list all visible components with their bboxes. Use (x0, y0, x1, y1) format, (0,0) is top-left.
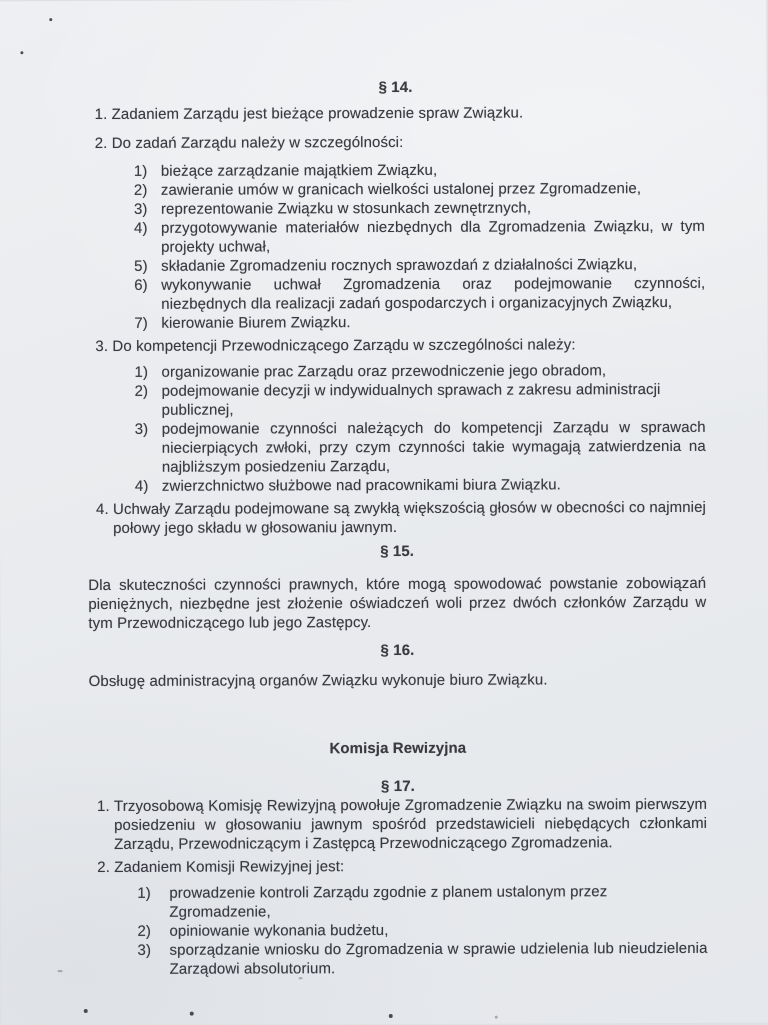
sublist-item (89, 939, 707, 979)
section-heading-16: § 16. (380, 641, 415, 660)
sublist-item (88, 418, 706, 477)
list-item-text: Trzyosobową Komisję Rewizyjną powołuje Zgromadzenie Związku na swoim pierwszym posiedzeniu w głosowaniu jawnym spośród przedstawicieli niebędących członkami Zarządu, Przewodniczącym i Zastępcą Przewodniczącego Zgromadzenia. (113, 795, 708, 853)
sublist-item-number: 6) (134, 276, 148, 294)
sublist-item-text: prowadzenie kontroli Zarządu zgodnie z planem ustalonym przez Zgromadzenie, (169, 883, 608, 921)
sublist-item-text: organizowanie prac Zarządu oraz przewodniczenie jego obradom, (161, 362, 607, 381)
section-16-body: Obsługę administracyjną organów Związku wykonuje biuro Związku. (88, 671, 548, 691)
section-15-body: Dla skuteczności czynności prawnych, które mogą spowodować powstanie zobowiązań pieniężnych, niezbędne jest złożenie oświadczeń woli przez dwóch członków Zarządu w tym Przewodniczącego lub jego Zastępcy. (88, 574, 707, 633)
list-item-text: Do kompetencji Przewodniczącego Zarządu w szczególności należy: (112, 336, 576, 355)
sublist-item (87, 274, 705, 314)
sublist-item-number: 2) (133, 181, 148, 199)
list-item (88, 498, 706, 538)
sublist-item-number: 5) (134, 257, 148, 275)
sublist-item (87, 361, 705, 382)
sublist-item-text: składanie Zgromadzeniu rocznych sprawozdań z działalności Związku, (161, 256, 638, 275)
sublist-item-number: 1) (133, 162, 148, 180)
sublist-item-text: zawieranie umów w granicach wielkości ustalonej przez Zgromadzenie, (160, 180, 642, 199)
sublist-item-number: 4) (134, 477, 149, 495)
sublist-item (88, 380, 706, 420)
sublist-item-number: 2) (137, 922, 152, 940)
scan-speck (190, 1012, 194, 1016)
list-item-number: 1. (94, 105, 108, 124)
sublist-item (87, 312, 705, 333)
sublist-item (89, 920, 707, 941)
sublist-item-text: opiniowanie wykonania budżetu, (169, 921, 389, 940)
sublist-item-number: 7) (134, 314, 148, 332)
scan-speck (49, 18, 52, 21)
sublist-item (87, 198, 705, 219)
sublist-item-number: 3) (137, 941, 152, 959)
sublist-item-number: 3) (134, 420, 149, 438)
scan-speck (299, 977, 303, 979)
list-item (87, 103, 705, 124)
list-item-number: 2. (97, 858, 110, 877)
list-item (87, 132, 705, 153)
section-heading-17: § 17. (380, 777, 415, 796)
list-item (87, 335, 705, 356)
scan-speck (20, 51, 23, 54)
scan-speck (495, 1016, 498, 1019)
sublist-item-number: 2) (134, 382, 149, 400)
list-item-text: Zadaniem Zarządu jest bieżące prowadzenie spraw Związku. (111, 104, 524, 123)
sublist-item (87, 255, 705, 276)
list-item-number: 2. (94, 134, 108, 153)
sublist-item-text: bieżące zarządzanie majątkiem Związku, (160, 161, 438, 180)
list-item-text: Zadaniem Komisji Rewizyjnej jest: (114, 858, 345, 876)
sublist-item-text: reprezentowanie Związku w stosunkach zewnętrznych, (160, 199, 532, 218)
sublist-item-text: sporządzanie wniosku do Zgromadzenia w sprawie udzielenia lub nieudzielenia Zarządowi absolutorium. (169, 939, 708, 978)
list-item-text: Do zadań Zarządu należy w szczególności: (111, 133, 404, 152)
list-item-number: 3. (95, 337, 109, 356)
section-heading-15: § 15. (380, 542, 415, 561)
list-item (89, 795, 707, 854)
list-item-number: 1. (96, 797, 110, 816)
section-heading-14: § 14. (378, 78, 413, 97)
sublist-item-text: przygotowywanie materiałów niezbędnych dla Zgromadzenia Związku, w tym projekty uchwał, (160, 217, 706, 256)
sublist-item-text: podejmowanie decyzji w indywidualnych sprawach z zakresu administracji publicznej, (161, 381, 661, 419)
sublist-item (87, 179, 705, 200)
list-item-text: Uchwały Zarządu podejmowane są zwykłą większością głosów w obecności co najmniej połowy jego składu w głosowaniu jawnym. (112, 498, 707, 537)
sublist-item-number: 3) (133, 200, 148, 218)
list-item (89, 856, 707, 877)
komisja-rewizyjna-heading: Komisja Rewizyjna (329, 739, 467, 758)
scan-speck (389, 1014, 393, 1018)
list-item-number: 4. (95, 500, 109, 519)
sublist-item-number: 1) (134, 363, 149, 381)
sublist-item-text: wykonywanie uchwał Zgromadzenia oraz podejmowanie czynności, niezbędnych dla realizacji zadań gospodarczych i organizacyjnych Związku, (161, 274, 706, 313)
sublist-item (89, 882, 707, 922)
sublist-item (88, 475, 706, 496)
sublist-item-text: zwierzchnictwo służbowe nad pracownikami biura Związku. (161, 476, 561, 495)
sublist-item (87, 160, 705, 181)
scan-speck (58, 970, 63, 972)
sublist-item-number: 1) (137, 884, 151, 902)
statute-text (86, 0, 707, 979)
sublist-item-text: podejmowanie czynności należących do kompetencji Zarządu w sprawach niecierpiących zwłoki, przy czym czynności takie wymagają zatwierdzenia na najbliższym posiedzeniu Zarządu, (161, 418, 706, 476)
sublist-item-number: 4) (133, 219, 148, 237)
sublist-item (87, 217, 705, 257)
scan-speck (84, 1009, 88, 1013)
sublist-item-text: kierowanie Biurem Związku. (161, 314, 351, 332)
